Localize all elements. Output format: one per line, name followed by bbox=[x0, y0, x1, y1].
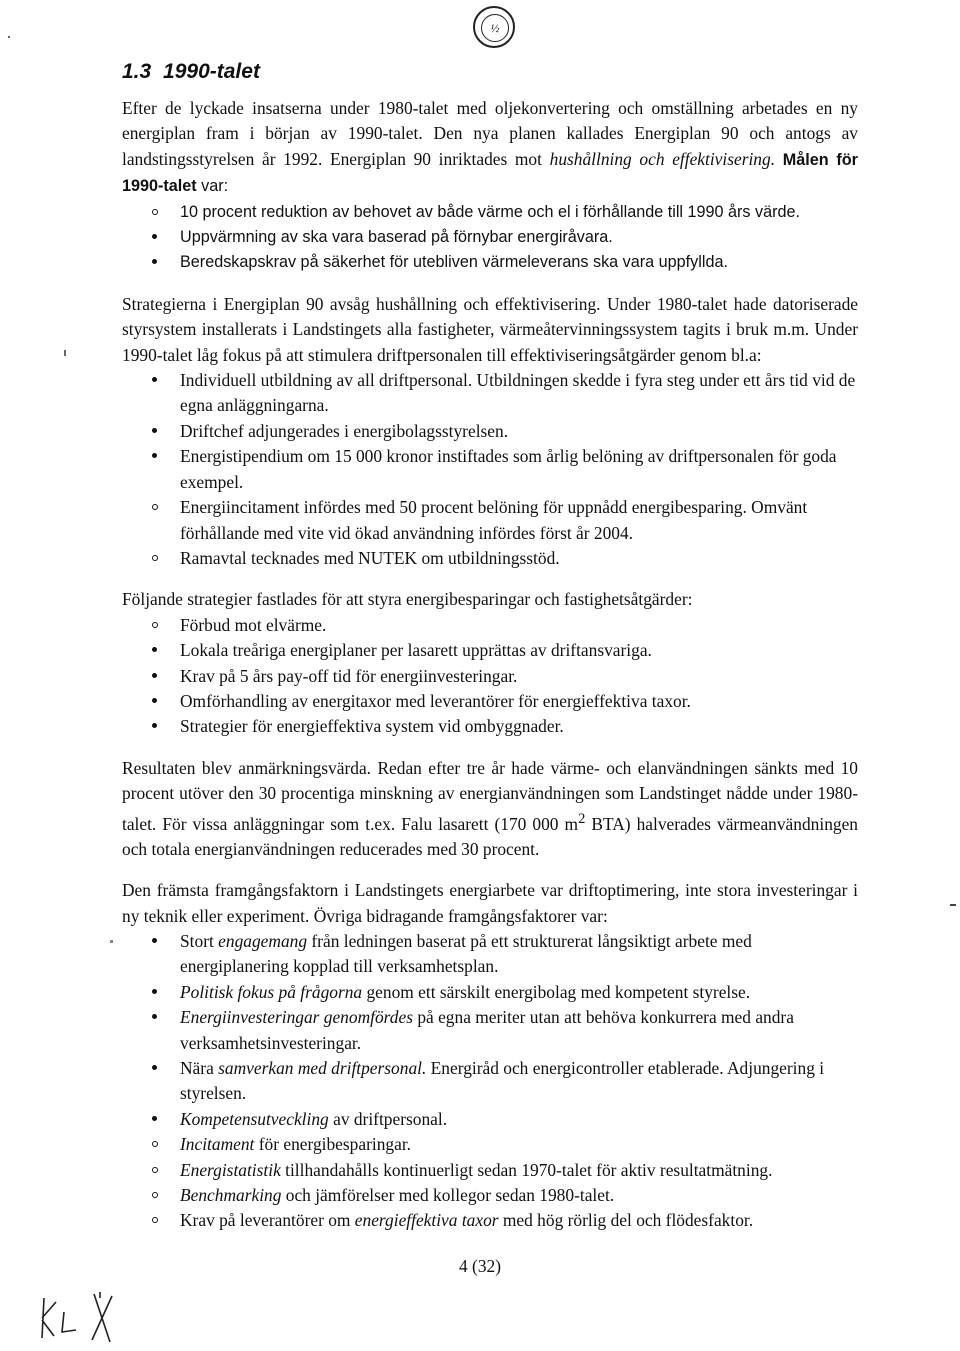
list-item: Energistipendium om 15 000 kronor instiftades som årlig belöning av driftpersonalen för goda exempel. bbox=[122, 444, 858, 495]
list-item: Nära samverkan med driftpersonal. Energiråd och energicontroller etablerade. Adjungering i styrelsen. bbox=[122, 1056, 858, 1107]
list-item: Strategier för energieffektiva system vid ombyggnader. bbox=[122, 714, 858, 739]
list-item: Krav på 5 års pay-off tid för energiinvesteringar. bbox=[122, 664, 858, 689]
stamp-seal bbox=[473, 6, 515, 48]
intro-paragraph bbox=[122, 96, 858, 200]
list-item: Beredskapskrav på säkerhet för utebliven värmeleverans ska vara uppfyllda. bbox=[122, 250, 858, 275]
list-item: Omförhandling av energitaxor med leverantörer för energieffektiva taxor. bbox=[122, 689, 858, 714]
scan-speck bbox=[950, 904, 956, 906]
list-item: Individuell utbildning av all driftpersonal. Utbildningen skedde i fyra steg under ett års tid vid de egna anläggningarna. bbox=[122, 368, 858, 419]
section-title: 1990-talet bbox=[163, 60, 260, 83]
scan-speck bbox=[110, 940, 113, 943]
success-paragraph: Den främsta framgångsfaktorn i Landstingets energiarbete var driftoptimering, inte stora investeringar i ny teknik eller experiment. Övriga bidragande framgångsfaktorer var: bbox=[122, 880, 858, 926]
list-item: Stort engagemang från ledningen baserat på ett strukturerat långsiktigt arbete med energiplanering kopplad till verksamhetsplan. bbox=[122, 929, 858, 980]
success-factors-list bbox=[122, 929, 858, 1234]
following-list bbox=[122, 613, 858, 740]
page-number: 4 (32) bbox=[458, 1256, 502, 1276]
section-number: 1.3 bbox=[122, 60, 152, 83]
list-item: 10 procent reduktion av behovet av både värme och el i förhållande till 1990 års värde. bbox=[122, 200, 858, 225]
handwritten-initials bbox=[36, 1288, 136, 1344]
scan-speck bbox=[8, 36, 10, 38]
list-item: Driftchef adjungerades i energibolagsstyrelsen. bbox=[122, 419, 858, 444]
section-heading bbox=[122, 58, 858, 86]
list-item: Energistatistik tillhandahålls kontinuerligt sedan 1970-talet för aktiv resultatmätning. bbox=[122, 1158, 858, 1183]
document-body bbox=[122, 58, 858, 1234]
intro-text: Efter de lyckade insatserna under 1980-talet med oljekonvertering och omställning arbetades en ny energiplan fram i början av 1990-talet. Den nya planen kallades Energiplan 90 och antogs av landstingsstyrelsen år 1992. Energiplan 90 inriktades mot bbox=[122, 98, 858, 169]
list-item: Energiinvesteringar genomfördes på egna meriter utan att behöva konkurrera med andra verksamhetsinvesteringar. bbox=[122, 1005, 858, 1056]
list-item: Energiincitament infördes med 50 procent belöning för uppnådd energibesparing. Omvänt förhållande med vite vid ökad användning infördes först år 2004. bbox=[122, 495, 858, 546]
stamp-seal-center: ½ bbox=[481, 14, 509, 42]
goals-suffix: var: bbox=[196, 177, 229, 196]
results-paragraph bbox=[122, 756, 858, 862]
results-text-end: BTA) halverades värmeanvändningen och totala energianvändningen reducerades med 30 procent. bbox=[122, 813, 858, 859]
list-item: Uppvärmning av ska vara baserad på förnybar energiråvara. bbox=[122, 225, 858, 250]
list-item: Incitament för energibesparingar. bbox=[122, 1132, 858, 1157]
list-item: Krav på leverantörer om energieffektiva taxor med hög rörlig del och flödesfaktor. bbox=[122, 1208, 858, 1233]
following-lead: Följande strategier fastlades för att styra energibesparingar och fastighetsåtgärder: bbox=[122, 589, 693, 610]
results-text: Resultaten blev anmärkningsvärda. Redan efter tre år hade värme- och elanvändningen sänkts med 10 procent utöver den 30 procentiga minskning av energianvändningen som Landstinget nådde under 1980-talet. För vissa anläggningar som t.ex. Falu lasarett (170 000 m bbox=[122, 757, 858, 834]
list-item: Benchmarking och jämförelser med kollegor sedan 1980-talet. bbox=[122, 1183, 858, 1208]
list-item: Ramavtal tecknades med NUTEK om utbildningsstöd. bbox=[122, 546, 858, 571]
superscript: 2 bbox=[578, 810, 586, 827]
goals-list bbox=[122, 200, 858, 276]
scan-speck bbox=[64, 350, 66, 356]
goals-lead: Målen för 1990-talet bbox=[122, 150, 858, 196]
list-item: Kompetensutveckling av driftpersonal. bbox=[122, 1107, 858, 1132]
measures-list bbox=[122, 368, 858, 571]
list-item: Lokala treåriga energiplaner per lasarett upprättas av driftansvariga. bbox=[122, 638, 858, 663]
strategies-paragraph: Strategierna i Energiplan 90 avsåg hushållning och effektivisering. Under 1980-talet hade datoriserade styrsystem installerats i Landstingets alla fastigheter, värmeåtervinningssystem tagits i bruk m.m. Under 1990-talet låg fokus på att stimulera driftpersonalen till effektiviseringsåtgärder genom bl.a: bbox=[122, 293, 858, 365]
list-item: Förbud mot elvärme. bbox=[122, 613, 858, 638]
intro-emphasis: hushållning och effektivisering. bbox=[549, 148, 776, 169]
list-item: Politisk fokus på frågorna genom ett särskilt energibolag med kompetent styrelse. bbox=[122, 980, 858, 1005]
